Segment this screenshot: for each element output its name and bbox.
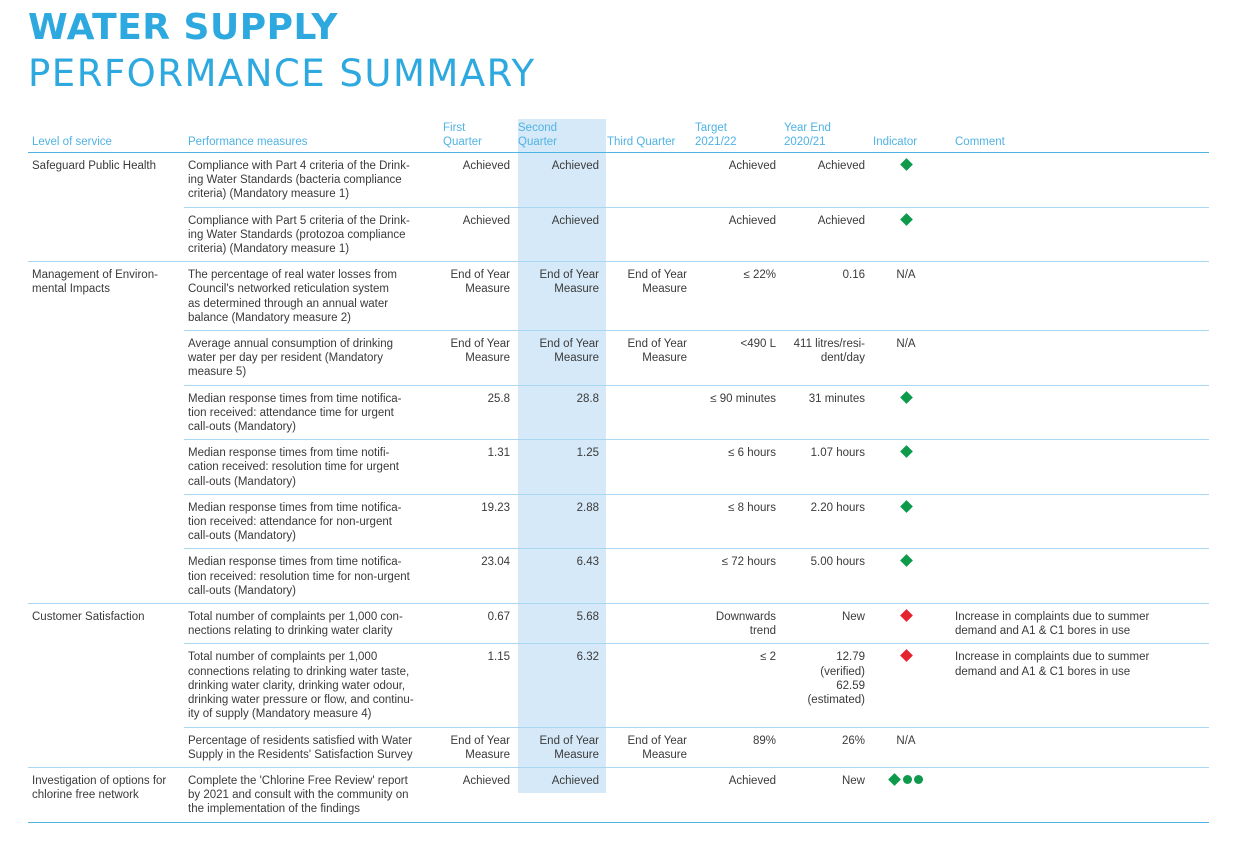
comment-cell	[943, 727, 1209, 767]
header-comment: Comment	[943, 119, 1209, 153]
q2-cell: 28.8	[514, 385, 603, 440]
yearend-cell: New	[780, 604, 869, 644]
header-q3: Third Quarter	[603, 119, 691, 153]
q2-cell: End of Year Measure	[514, 727, 603, 767]
measure-cell: Median response times from time notifica- tion received: attendance time for urgent call-outs (Mandatory)	[184, 385, 439, 440]
green-diamond-icon	[900, 391, 913, 404]
indicator-cell	[869, 644, 943, 727]
q3-cell	[603, 207, 691, 262]
green-diamond-icon	[900, 500, 913, 513]
comment-cell: Increase in complaints due to summer demand and A1 & C1 bores in use	[943, 604, 1209, 644]
table-row	[28, 727, 1209, 767]
indicator-na: N/A	[896, 734, 916, 747]
target-cell: <490 L	[691, 331, 780, 386]
level-cell: Customer Satisfaction	[28, 604, 184, 768]
target-cell: ≤ 8 hours	[691, 494, 780, 549]
green-diamond-icon	[900, 445, 913, 458]
comment-cell	[943, 440, 1209, 495]
q3-cell	[603, 644, 691, 727]
q2-cell: End of Year Measure	[514, 262, 603, 331]
performance-table	[28, 119, 1209, 823]
q1-cell: Achieved	[439, 767, 514, 822]
q1-cell: 1.15	[439, 644, 514, 727]
q3-cell: End of Year Measure	[603, 331, 691, 386]
table-row	[28, 262, 1209, 331]
header-target: Target 2021/22	[691, 119, 780, 153]
table-row	[28, 385, 1209, 440]
measure-cell: Compliance with Part 4 criteria of the Drink- ing Water Standards (bacteria compliance criteria) (Mandatory measure 1)	[184, 153, 439, 208]
measure-cell: Total number of complaints per 1,000 connections relating to drinking water taste, drinking water clarity, drinking water odour, drinking water pressure or flow, and continu- ity of supply (Mandatory measure 4)	[184, 644, 439, 727]
green-diamond-icon	[900, 158, 913, 171]
target-cell: 89%	[691, 727, 780, 767]
target-cell: ≤ 6 hours	[691, 440, 780, 495]
target-cell: Achieved	[691, 207, 780, 262]
target-cell: ≤ 72 hours	[691, 549, 780, 604]
measure-cell: Percentage of residents satisfied with Water Supply in the Residents' Satisfaction Survey	[184, 727, 439, 767]
yearend-cell: 5.00 hours	[780, 549, 869, 604]
indicator-cell	[869, 207, 943, 262]
q2-cell: Achieved	[514, 767, 603, 822]
indicator-cell	[869, 727, 943, 767]
q2-cell: 5.68	[514, 604, 603, 644]
q1-cell: 1.31	[439, 440, 514, 495]
table-row	[28, 767, 1209, 822]
q1-cell: End of Year Measure	[439, 727, 514, 767]
indicator-cell	[869, 494, 943, 549]
header-measures: Performance measures	[184, 119, 439, 153]
page-title: WATER SUPPLY	[28, 7, 338, 48]
yearend-cell: Achieved	[780, 153, 869, 208]
comment-cell	[943, 153, 1209, 208]
q1-cell: 0.67	[439, 604, 514, 644]
comment-cell	[943, 385, 1209, 440]
table-row	[28, 494, 1209, 549]
page-subtitle: PERFORMANCE SUMMARY	[28, 52, 536, 95]
yearend-cell: 0.16	[780, 262, 869, 331]
q1-cell: 25.8	[439, 385, 514, 440]
q3-cell: End of Year Measure	[603, 727, 691, 767]
yearend-cell: 411 litres/resi- dent/day	[780, 331, 869, 386]
q3-cell	[603, 604, 691, 644]
target-cell: ≤ 2	[691, 644, 780, 727]
header-q2: Second Quarter	[514, 119, 603, 153]
yearend-cell: 2.20 hours	[780, 494, 869, 549]
measure-cell: Compliance with Part 5 criteria of the Drink- ing Water Standards (protozoa compliance criteria) (Mandatory measure 1)	[184, 207, 439, 262]
q1-cell: End of Year Measure	[439, 262, 514, 331]
table-row	[28, 644, 1209, 727]
yearend-cell: Achieved	[780, 207, 869, 262]
measure-cell: Total number of complaints per 1,000 con- nections relating to drinking water clarity	[184, 604, 439, 644]
target-cell: ≤ 22%	[691, 262, 780, 331]
yearend-cell: New	[780, 767, 869, 822]
q3-cell	[603, 494, 691, 549]
green-diamond-icon	[888, 773, 901, 786]
yearend-cell: 1.07 hours	[780, 440, 869, 495]
level-cell: Safeguard Public Health	[28, 153, 184, 262]
table-row	[28, 440, 1209, 495]
measure-cell: Average annual consumption of drinking water per day per resident (Mandatory measure 5)	[184, 331, 439, 386]
q3-cell	[603, 549, 691, 604]
yearend-cell: 31 minutes	[780, 385, 869, 440]
green-diamond-icon	[900, 213, 913, 226]
measure-cell: Complete the 'Chlorine Free Review' report by 2021 and consult with the community on the implementation of the findings	[184, 767, 439, 822]
yearend-cell: 12.79 (verified) 62.59 (estimated)	[780, 644, 869, 727]
green-diamond-icon	[900, 555, 913, 568]
target-cell: Achieved	[691, 153, 780, 208]
header-indicator: Indicator	[869, 119, 943, 153]
indicator-cell	[869, 767, 943, 822]
green-dot-icon	[914, 775, 923, 784]
q1-cell: Achieved	[439, 153, 514, 208]
target-cell: Downwards trend	[691, 604, 780, 644]
q2-cell: End of Year Measure	[514, 331, 603, 386]
table-row	[28, 331, 1209, 386]
comment-cell	[943, 331, 1209, 386]
target-cell: ≤ 90 minutes	[691, 385, 780, 440]
q3-cell: End of Year Measure	[603, 262, 691, 331]
indicator-cell	[869, 549, 943, 604]
header-q1: First Quarter	[439, 119, 514, 153]
comment-cell	[943, 494, 1209, 549]
q2-cell: 2.88	[514, 494, 603, 549]
target-cell: Achieved	[691, 767, 780, 822]
q1-cell: Achieved	[439, 207, 514, 262]
comment-cell	[943, 262, 1209, 331]
comment-cell: Increase in complaints due to summer demand and A1 & C1 bores in use	[943, 644, 1209, 727]
indicator-na: N/A	[896, 338, 916, 351]
measure-cell: Median response times from time notifica- tion received: attendance for non-urgent call-outs (Mandatory)	[184, 494, 439, 549]
q2-cell: 1.25	[514, 440, 603, 495]
green-dot-icon	[903, 775, 912, 784]
header-level: Level of service	[28, 119, 184, 153]
indicator-cell	[869, 153, 943, 208]
comment-cell	[943, 767, 1209, 822]
header-row	[28, 119, 1209, 153]
q1-cell: End of Year Measure	[439, 331, 514, 386]
level-cell: Investigation of options for chlorine free network	[28, 767, 184, 822]
indicator-na: N/A	[896, 269, 916, 282]
q3-cell	[603, 385, 691, 440]
yearend-cell: 26%	[780, 727, 869, 767]
comment-cell	[943, 549, 1209, 604]
q3-cell	[603, 440, 691, 495]
table-body	[28, 153, 1209, 823]
table-row	[28, 549, 1209, 604]
red-diamond-icon	[900, 609, 913, 622]
q2-cell: 6.32	[514, 644, 603, 727]
q3-cell	[603, 767, 691, 822]
q2-cell: 6.43	[514, 549, 603, 604]
table-row	[28, 153, 1209, 208]
measure-cell: Median response times from time notifica- tion received: resolution time for non-urgent call-outs (Mandatory)	[184, 549, 439, 604]
comment-cell	[943, 207, 1209, 262]
q1-cell: 19.23	[439, 494, 514, 549]
table-row	[28, 604, 1209, 644]
q1-cell: 23.04	[439, 549, 514, 604]
indicator-cell	[869, 331, 943, 386]
indicator-cell	[869, 385, 943, 440]
q2-cell: Achieved	[514, 153, 603, 208]
table-row	[28, 207, 1209, 262]
red-diamond-icon	[900, 650, 913, 663]
measure-cell: The percentage of real water losses from Council's networked reticulation system as determined through an annual water balance (Mandatory measure 2)	[184, 262, 439, 331]
indicator-cell	[869, 604, 943, 644]
indicator-cell	[869, 262, 943, 331]
q3-cell	[603, 153, 691, 208]
indicator-cell	[869, 440, 943, 495]
measure-cell: Median response times from time notifi- cation received: resolution time for urgent call-outs (Mandatory)	[184, 440, 439, 495]
level-cell: Management of Environ- mental Impacts	[28, 262, 184, 604]
header-yearend: Year End 2020/21	[780, 119, 869, 153]
q2-cell: Achieved	[514, 207, 603, 262]
